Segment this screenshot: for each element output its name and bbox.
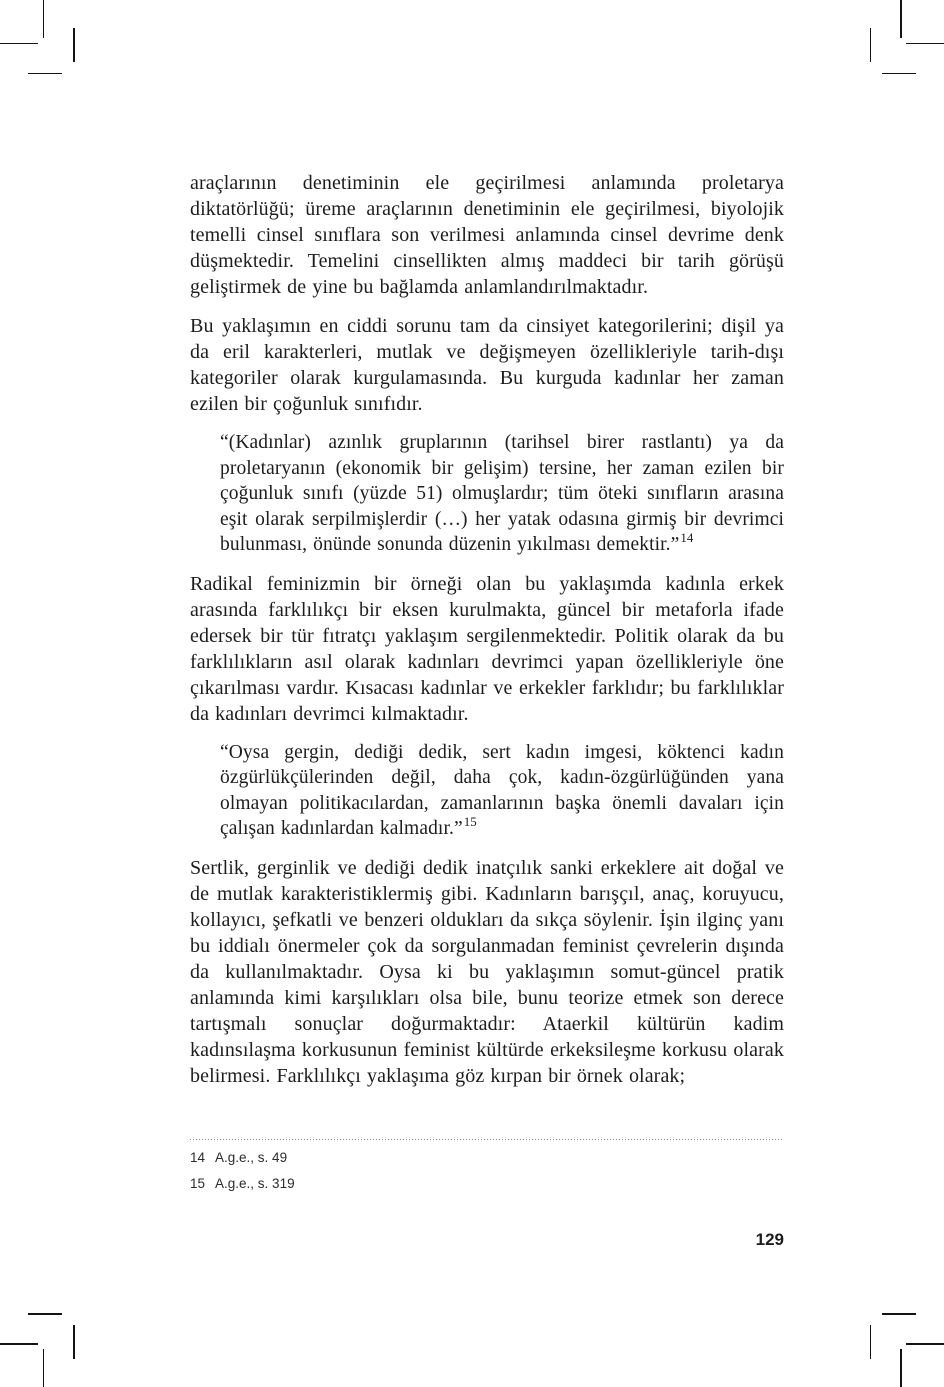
crop-mark-bottom-right-horizontal-outer [906,1343,944,1345]
quote-2-text: “Oysa gergin, dediği dedik, sert kadın imgesi, köktenci kadın özgürlükçülerinden değil, daha çok, kadın-özgürlüğünden yana olmayan politikacılardan, zamanlarının başka önemli davaları için çalışan kadınlardan kalmadır.” [220,741,784,839]
paragraph-1: araçlarının denetiminin ele geçirilmesi anlamında proletarya diktatörlüğü; üreme araçlarının denetiminin ele geçirilmesi, biyolojik temelli cinsel sınıflara son verilmesi anlamında cinsel devrime denk düşmektedir. Temelini cinsellikten almış maddeci bir tarih görüşü geliştirmek de yine bu bağlamda anlamlandırılmaktadır. [190,172,784,298]
footnote-15 [190,1171,784,1197]
crop-mark-bottom-left-horizontal-inner [28,1313,62,1315]
crop-mark-top-right-vertical-outer [900,0,902,38]
quote-1-text: “(Kadınlar) azınlık gruplarının (tarihsel birer rastlantı) ya da proletaryanın (ekonomik bir gelişim) tersine, her zaman ezilen bir çoğunluk sınıfı (yüzde 51) olmuşlardır; tüm öteki sınıfların arasına eşit olarak serpilmişlerdir (…) her yatak odasına girmiş bir devrimci bulunması, önünde sonunda düzenin yıkılması demektir.” [220,432,784,555]
crop-mark-bottom-left-vertical-outer [43,1349,45,1387]
crop-mark-bottom-right-vertical-outer [900,1349,902,1387]
page-number: 129 [755,1230,784,1249]
crop-mark-bottom-right-vertical-inner [870,1325,872,1359]
page-text-block [190,170,784,1102]
footnote-14 [190,1145,784,1171]
crop-mark-top-left-horizontal-outer [0,43,38,45]
block-quote-1 [220,430,784,558]
paragraph-4: Sertlik, gerginlik ve dediği dedik inatçılık sanki erkeklere ait doğal ve de mutlak karakteristiklermiş gibi. Kadınların barışçıl, anaç, koruyucu, kollayıcı, şefkatli ve benzeri oldukları da sıkça söylenir. İşin ilginç yanı bu iddialı önermeler çok da sorgulanmadan feminist çevrelerin dışında da kullanılmaktadır. Oysa ki bu yaklaşımın somut-güncel pratik anlamında kimi karşılıkları olsa bile, bunu teorize etmek son derece tartışmalı sonuçlar doğurmaktadır: Ataerkil kültürün kadim kadınsılaşma korkusunun feminist kültürde erkeksileşme korkusu olarak belirmesi. Farklılıkçı yaklaşıma göz kırpan bir örnek olarak; [190,856,784,1087]
footnote-15-marker: 15 [190,1176,206,1191]
crop-mark-bottom-left-vertical-inner [73,1325,75,1359]
crop-mark-top-right-horizontal-inner [882,73,916,75]
crop-mark-bottom-right-horizontal-inner [882,1313,916,1315]
crop-mark-top-right-horizontal-outer [906,43,944,45]
footnote-divider [190,1139,784,1140]
crop-mark-top-left-horizontal-inner [28,73,62,75]
footnote-14-marker: 14 [190,1150,206,1165]
footnote-reference-14: 14 [680,529,694,545]
block-quote-2 [220,740,784,842]
crop-mark-bottom-left-horizontal-outer [0,1343,38,1345]
footnote-14-text: A.g.e., s. 49 [215,1150,288,1165]
paragraph-3: Radikal feminizmin bir örneği olan bu yaklaşımda kadınla erkek arasında farklılıkçı bir eksen kurulmakta, güncel bir metaforla ifade edersek bir tür fıtratçı yaklaşım sergilenmektedir. Politik olarak da bu farklılıkların asıl olarak kadınları devrimci yapan özellikleriyle öne çıkarılması vardır. Kısacası kadınlar ve erkekler farklıdır; bu farklılıklar da kadınları devrimci kılmaktadır. [190,572,784,725]
crop-mark-top-left-vertical-outer [43,0,45,38]
crop-mark-top-left-vertical-inner [73,28,75,62]
crop-mark-top-right-vertical-inner [870,28,872,62]
footnote-reference-15: 15 [463,813,477,829]
footnote-15-text: A.g.e., s. 319 [215,1176,295,1191]
paragraph-2: Bu yaklaşımın en ciddi sorunu tam da cinsiyet kategorilerini; dişil ya da eril karakterleri, mutlak ve değişmeyen özellikleriyle tarih-dışı kategoriler olarak kurgulamasında. Bu kurguda kadınlar her zaman ezilen bir çoğunluk sınıfıdır. [190,315,784,415]
footnotes-section [190,1145,784,1197]
